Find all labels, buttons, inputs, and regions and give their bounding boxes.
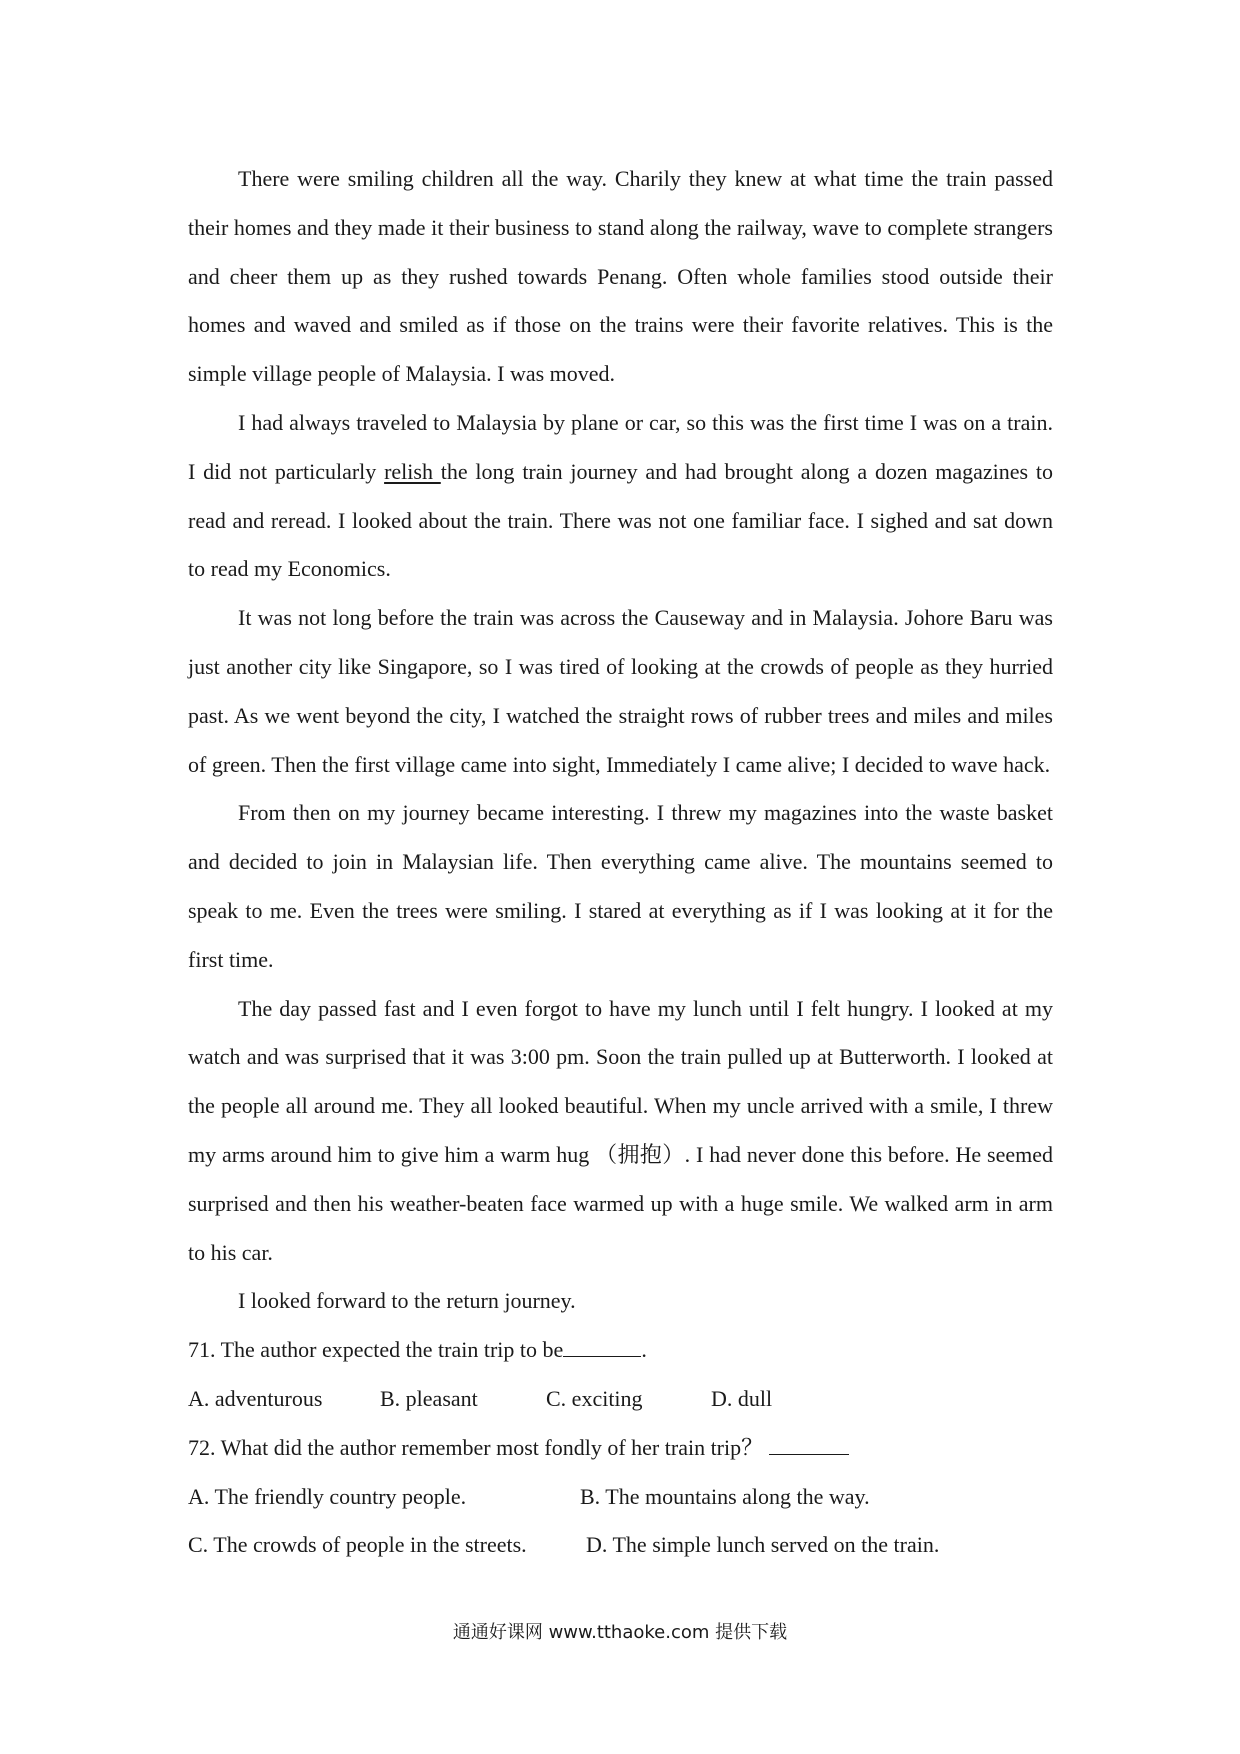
paragraph-1: There were smiling children all the way. Charily they knew at what time the train passed their homes and they made it their business to stand along the railway, wave to complete strangers and cheer them up as they rushed towards Penang. Often whole families stood outside their homes and waved and smiled as if those on the trains were their favorite relatives. This is the simple village people of Malaysia. I was moved.	[188, 166, 1053, 387]
footer-watermark: 通通好课网 www.tthaoke.com 提供下载	[452, 1622, 788, 1643]
answer-blank-71	[563, 1352, 641, 1357]
option-71-b: B. pleasant	[380, 1385, 478, 1411]
paragraph-2-end: the long train journey and had brought along a dozen magazines to read and reread. I looked about the train. There was not one familiar face. I sighed and sat down to read my Economics.	[188, 458, 1053, 582]
question-72-options-row-2	[188, 1521, 1053, 1570]
answer-blank-72	[769, 1450, 849, 1455]
option-71-c: C. exciting	[546, 1385, 643, 1411]
option-72-c: C. The crowds of people in the streets.	[188, 1532, 527, 1558]
paragraph-5: The day passed fast and I even forgot to have my lunch until I felt hungry. I looked at my watch and was surprised that it was 3:00 pm. Soon the train pulled up at Butterworth. I looked at the people all around me. They all looked beautiful. When my uncle arrived with a smile, I threw my arms around him to give him a warm hug （拥抱）. I had never done this before. He seemed surprised and then his weather-beaten face warmed up with a huge smile. We walked arm in arm to his car.	[188, 995, 1053, 1265]
option-71-d: D. dull	[711, 1385, 773, 1411]
paragraph-2-start: I had always traveled to Malaysia by plane or car, so this was the first time I was on a train. I did not particularly	[188, 409, 1053, 484]
option-72-a: A. The friendly country people.	[188, 1483, 467, 1509]
option-72-d: D. The simple lunch served on the train.	[586, 1532, 940, 1558]
question-71-text: 71. The author expected the train trip to be	[188, 1337, 564, 1363]
question-72-options-row-1	[188, 1473, 1053, 1522]
paragraph-6: I looked forward to the return journey.	[238, 1288, 576, 1314]
document-page	[188, 155, 1053, 1570]
question-72-text: 72. What did the author remember most fondly of her train trip？	[188, 1434, 764, 1460]
question-71-stem	[188, 1326, 1053, 1375]
question-71-options	[188, 1375, 1053, 1424]
option-71-a: A. adventurous	[188, 1385, 323, 1411]
question-72-stem	[188, 1424, 1053, 1473]
paragraph-4: From then on my journey became interesting. I threw my magazines into the waste basket and decided to join in Malaysian life. Then everything came alive. The mountains seemed to speak to me. Even the trees were smiling. I stared at everything as if I was looking at it for the first time.	[188, 800, 1053, 972]
paragraph-3: It was not long before the train was across the Causeway and in Malaysia. Johore Baru was just another city like Singapore, so I was tired of looking at the crowds of people as they hurried past. As we went beyond the city, I watched the straight rows of rubber trees and miles and miles of green. Then the first village came into sight, Immediately I came alive; I decided to wave hack.	[188, 605, 1053, 777]
question-71-end: .	[641, 1337, 647, 1363]
option-72-b: B. The mountains along the way.	[580, 1483, 870, 1509]
paragraph-2	[188, 399, 1053, 594]
underlined-word-relish: relish	[384, 458, 441, 484]
